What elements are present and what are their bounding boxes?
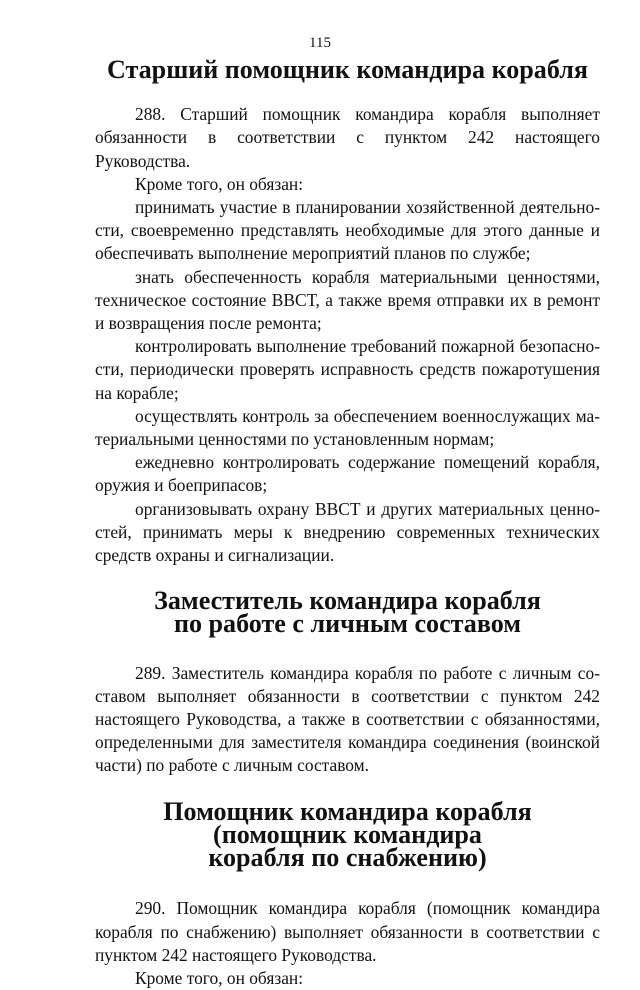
page-number: 115 [309, 35, 331, 51]
duty-item-daily-inspection: ежедневно контролировать содержание помещений корабля, оружия и боеприпасов; [95, 452, 600, 496]
paragraph-290: 290. Помощник командира корабля (помощник командира корабля по снабжению) выполняет обязанности в соответствии с пунктом 242 настоящего Руководства. [95, 898, 600, 965]
section-heading-deputy-personnel [95, 586, 600, 639]
section-heading-supply-assistant [95, 796, 600, 873]
paragraph-obliged-intro-2: Кроме того, он обязан: [135, 967, 304, 988]
heading-line: по работе с личным составом [173, 609, 522, 639]
duty-item-provision-knowledge: знать обеспеченность корабля материальными ценностями, техническое состояние ВВСТ, а также время отправки их в ремонт и возвращения после ремонта; [95, 266, 600, 334]
duty-item-supply-control: осуществлять контроль за обеспечением военнослужащих материальными ценностями по установленным нормам; [95, 405, 600, 450]
duty-item-security: организовывать охрану ВВСТ и других материальных ценностей, принимать меры к внедрению современных технических средств охраны и сигнализации. [95, 498, 600, 566]
heading-line: корабля по снабжению) [208, 843, 487, 873]
heading-line: Старший помощник командира корабля [107, 55, 588, 84]
duty-item-planning: принимать участие в планировании хозяйственной деятельности, своевременно представлять необходимые для этого данные и обеспечивать выполнение мероприятий планов по службе; [95, 197, 600, 264]
section-heading-senior-assistant [95, 55, 600, 84]
document-body [95, 56, 600, 990]
paragraph-288: 288. Старший помощник командира корабля выполняет обязанности в соответствии с пунктом 242 настоящего Руководства. [95, 104, 600, 171]
paragraph-289: 289. Заместитель командира корабля по работе с личным составом выполняет обязанности в соответствии с пунктом 242 настоящего Руководства, а также в соответствии с обязанностями, определенными для заместителя командира соединения (воинской части) по работе с личным составом. [95, 662, 600, 776]
duty-item-fire-safety: контролировать выполнение требований пожарной безопасности, периодически проверять исправность средств пожаротушения на корабле; [95, 336, 600, 403]
paragraph-obliged-intro: Кроме того, он обязан: [135, 173, 304, 194]
heading-line: Заместитель командира корабля [154, 586, 541, 616]
heading-line: Помощник командира корабля (помощник командира [163, 796, 532, 849]
